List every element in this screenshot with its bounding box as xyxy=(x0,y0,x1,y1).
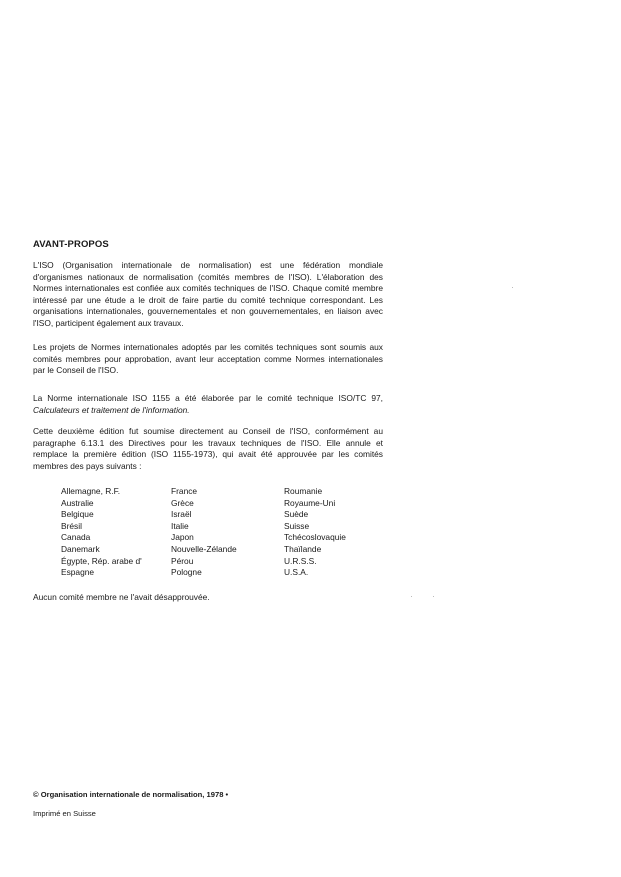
country-item: Japon xyxy=(171,532,194,543)
paragraph-standard xyxy=(33,393,383,416)
country-item: Thaïlande xyxy=(284,543,322,554)
country-column-2 xyxy=(171,486,237,579)
committee-title: Calculateurs et traitement de l'information. xyxy=(33,404,190,415)
closing-statement: Aucun comité membre ne l'avait désapprouvée. xyxy=(33,592,210,602)
country-item: Allemagne, R.F. xyxy=(61,486,121,496)
country-item: Pérou xyxy=(171,555,194,566)
copyright-notice: © Organisation internationale de normalisation, 1978 • xyxy=(33,790,229,799)
country-item: Grèce xyxy=(171,497,194,508)
country-column-3 xyxy=(284,486,346,579)
printed-in-notice: Imprimé en Suisse xyxy=(33,809,96,818)
country-item: France xyxy=(171,486,198,496)
country-item: Tchécoslovaquie xyxy=(284,532,346,543)
paragraph-drafts: Les projets de Normes internationales adoptés par les comités techniques sont soumis aux comités membres pour approbation, avant leur acceptation comme Normes internationales par le Conseil de l'ISO. xyxy=(33,342,383,376)
country-item: Australie xyxy=(61,497,94,508)
country-item: Suède xyxy=(284,509,309,520)
country-column-1 xyxy=(61,486,142,579)
country-item: Belgique xyxy=(61,509,94,520)
country-item: Danemark xyxy=(61,543,100,554)
country-item: Pologne xyxy=(171,567,202,578)
paragraph-standard-text: La Norme internationale ISO 1155 a été élaborée par le comité technique ISO/TC 97, xyxy=(33,393,383,403)
country-item: U.S.A. xyxy=(284,567,309,578)
country-item: Royaume-Uni xyxy=(284,497,336,508)
paragraph-edition: Cette deuxième édition fut soumise directement au Conseil de l'ISO, conformément au paragraphe 6.13.1 des Directives pour les travaux techniques de l'ISO. Elle annule et remplace la première édition (ISO 1155-1973), qui avait été approuvée par les comités membres des pays suivants : xyxy=(33,426,383,471)
scan-speck xyxy=(433,596,434,597)
country-item: Égypte, Rép. arabe d' xyxy=(61,555,142,566)
scan-speck xyxy=(512,287,513,288)
country-item: Roumanie xyxy=(284,486,323,496)
country-item: Canada xyxy=(61,532,91,543)
country-item: Suisse xyxy=(284,520,310,531)
country-item: Espagne xyxy=(61,567,95,578)
paragraph-iso-intro: L'ISO (Organisation internationale de normalisation) est une fédération mondiale d'organismes nationaux de normalisation (comités membres de l'ISO). L'élaboration des Normes internationales est confiée aux comités techniques de l'ISO. Chaque comité membre intéressé par une étude a le droit de faire partie du comité technique correspondant. Les organisations internationales, gouvernementales et non gouvernementales, en liaison avec l'ISO, participent également aux travaux. xyxy=(33,260,383,328)
country-item: Nouvelle-Zélande xyxy=(171,543,237,554)
country-item: Brésil xyxy=(61,520,82,531)
scan-speck xyxy=(411,596,412,597)
section-heading: AVANT-PROPOS xyxy=(33,239,109,250)
country-item: Israël xyxy=(171,509,192,520)
country-item: U.R.S.S. xyxy=(284,555,317,566)
country-item: Italie xyxy=(171,520,189,531)
